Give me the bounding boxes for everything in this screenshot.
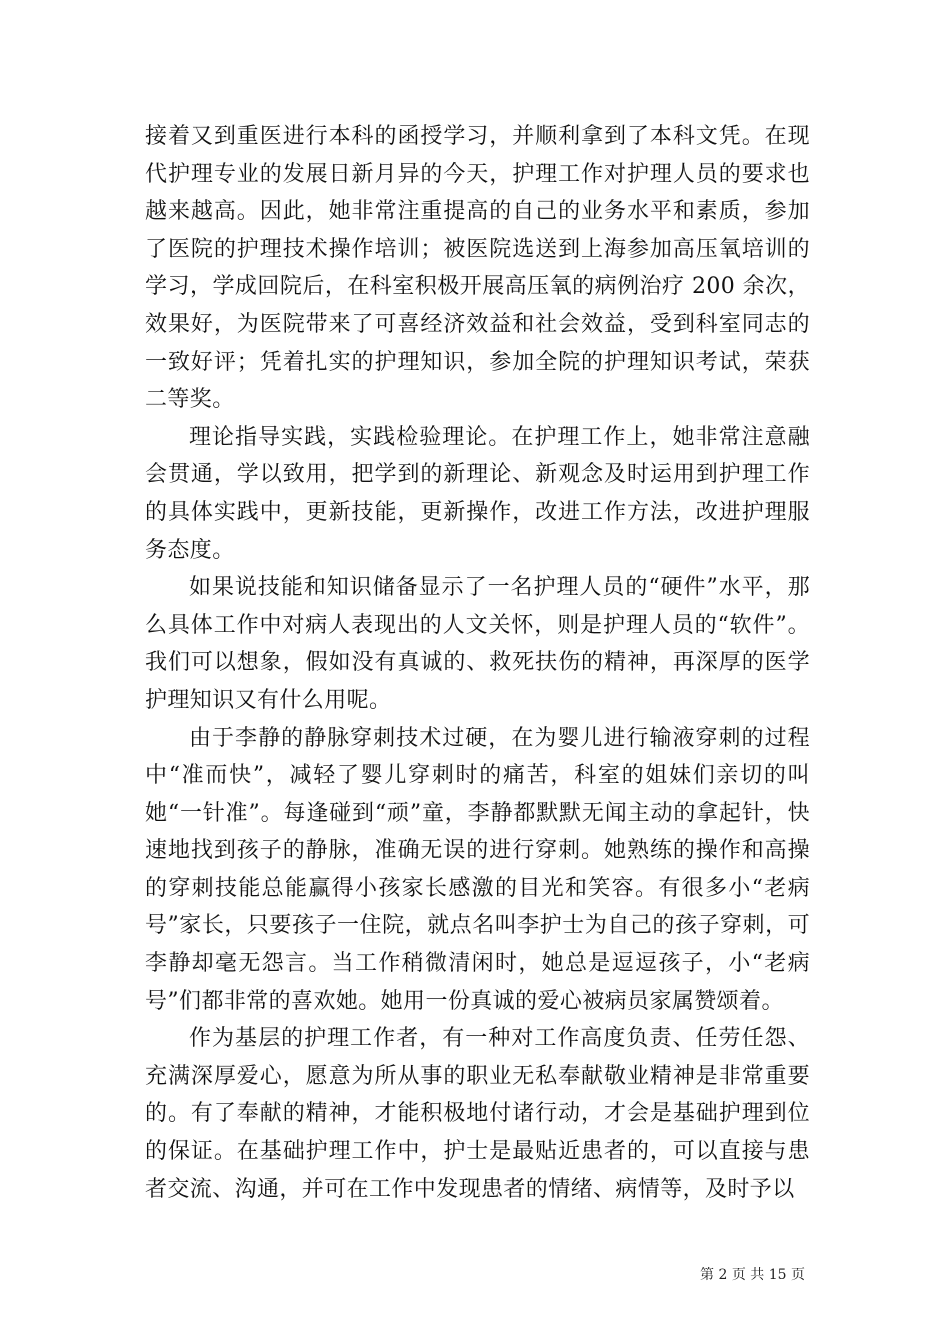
paragraph-4: 由于李静的静脉穿刺技术过硬，在为婴儿进行输液穿刺的过程中“准而快”，减轻了婴儿穿刺时的痛苦，科室的姐妹们亲切的叫她“一针准”。每逢碰到“顽”童，李静都默默无闻主动的拿起针，快速地找到孩子的静脉，准确无误的进行穿刺。她熟练的操作和高操的穿刺技能总能赢得小孩家长感激的目光和笑容。有很多小“老病号”家长，只要孩子一住院，就点名叫李护士为自己的孩子穿刺，可李静却毫无怨言。当工作稍微清闲时，她总是逗逗孩子，小“老病号”们都非常的喜欢她。她用一份真诚的爱心被病员家属赞颂着。 xyxy=(145,725,810,1014)
paragraph-2: 理论指导实践，实践检验理论。在护理工作上，她非常注意融会贯通，学以致用，把学到的新理论、新观念及时运用到护理工作的具体实践中，更新技能，更新操作，改进工作方法，改进护理服务态度。 xyxy=(145,424,810,563)
body-text xyxy=(145,118,810,1208)
paragraph-1: 接着又到重医进行本科的函授学习，并顺利拿到了本科文凭。在现代护理专业的发展日新月异的今天，护理工作对护理人员的要求也越来越高。因此，她非常注重提高的自己的业务水平和素质，参加了医院的护理技术操作培训；被医院选送到上海参加高压氧培训的学习，学成回院后，在科室积极开展高压氧的病例治疗 200 余次，效果好，为医院带来了可喜经济效益和社会效益，受到科室同志的一致好评；凭着扎实的护理知识，参加全院的护理知识考试，荣获二等奖。 xyxy=(145,124,810,413)
paragraph-5: 作为基层的护理工作者，有一种对工作高度负责、任劳任怨、充满深厚爱心，愿意为所从事的职业无私奉献敬业精神是非常重要的。有了奉献的精神，才能积极地付诸行动，才会是基础护理到位的保证。在基础护理工作中，护士是最贴近患者的，可以直接与患者交流、沟通，并可在工作中发现患者的情绪、病情等，及时予以 xyxy=(145,1026,810,1202)
page-number: 第 2 页 共 15 页 xyxy=(700,1267,805,1283)
paragraph-3: 如果说技能和知识储备显示了一名护理人员的“硬件”水平，那么具体工作中对病人表现出的人文关怀，则是护理人员的“软件”。我们可以想象，假如没有真诚的、救死扶伤的精神，再深厚的医学护理知识又有什么用呢。 xyxy=(145,575,810,713)
